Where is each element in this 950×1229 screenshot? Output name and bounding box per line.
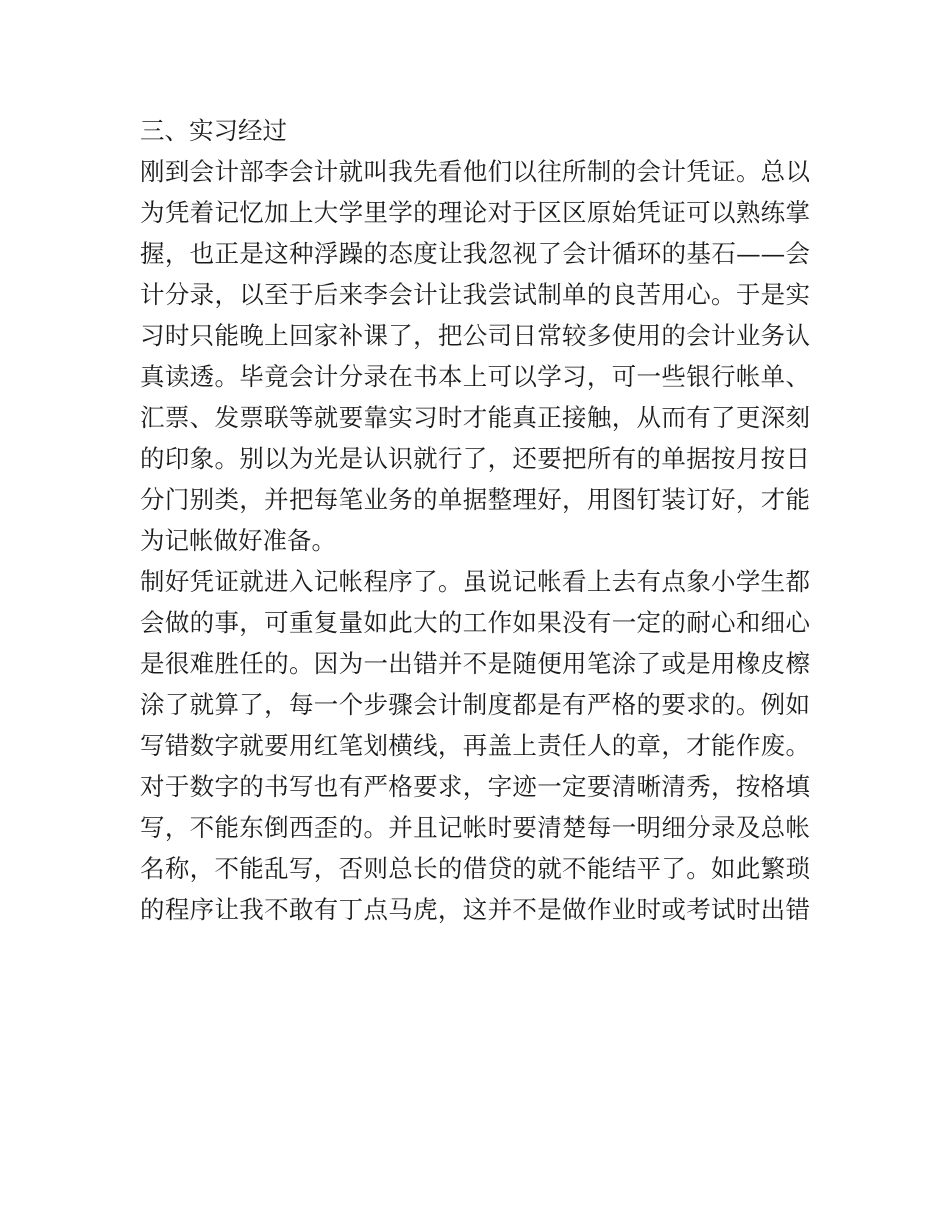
paragraph-2-line: 写，不能东倒西歪的。并且记帐时要清楚每一明细分录及总帐	[140, 813, 810, 842]
paragraph-2-line: 是很难胜任的。因为一出错并不是随便用笔涂了或是用橡皮檫	[140, 649, 810, 678]
paragraph-1-line: 分门别类，并把每笔业务的单据整理好，用图钉装订好，才能	[140, 485, 810, 514]
paragraph-1-line: 汇票、发票联等就要靠实习时才能真正接触，从而有了更深刻	[140, 403, 810, 432]
paragraph-2-line: 会做的事，可重复量如此大的工作如果没有一定的耐心和细心	[140, 608, 810, 637]
paragraph-1-line: 的印象。别以为光是认识就行了，还要把所有的单据按月按日	[140, 444, 810, 473]
section-heading: 三、实习经过	[140, 116, 287, 145]
paragraph-2-line: 涂了就算了，每一个步骤会计制度都是有严格的要求的。例如	[140, 690, 810, 719]
paragraph-2-line: 制好凭证就进入记帐程序了。虽说记帐看上去有点象小学生都	[140, 567, 810, 596]
paragraph-2-line: 写错数字就要用红笔划横线，再盖上责任人的章，才能作废。	[140, 731, 810, 760]
paragraph-1-line: 为凭着记忆加上大学里学的理论对于区区原始凭证可以熟练掌	[140, 198, 810, 227]
paragraph-1-line: 计分录，以至于后来李会计让我尝试制单的良苦用心。于是实	[140, 280, 810, 309]
paragraph-1-line: 为记帐做好准备。	[140, 526, 336, 555]
paragraph-1-line: 握，也正是这种浮躁的态度让我忽视了会计循环的基石——会	[140, 239, 810, 268]
paragraph-1-line: 刚到会计部李会计就叫我先看他们以往所制的会计凭证。总以	[140, 157, 810, 186]
paragraph-2-line: 对于数字的书写也有严格要求，字迹一定要清晰清秀，按格填	[140, 772, 810, 801]
paragraph-2-line: 名称，不能乱写，否则总长的借贷的就不能结平了。如此繁琐	[140, 854, 810, 883]
paragraph-2-line: 的程序让我不敢有丁点马虎，这并不是做作业时或考试时出错	[140, 895, 810, 924]
paragraph-1-line: 真读透。毕竟会计分录在书本上可以学习，可一些银行帐单、	[140, 362, 810, 391]
paragraph-1-line: 习时只能晚上回家补课了，把公司日常较多使用的会计业务认	[140, 321, 810, 350]
document-body	[140, 110, 810, 930]
